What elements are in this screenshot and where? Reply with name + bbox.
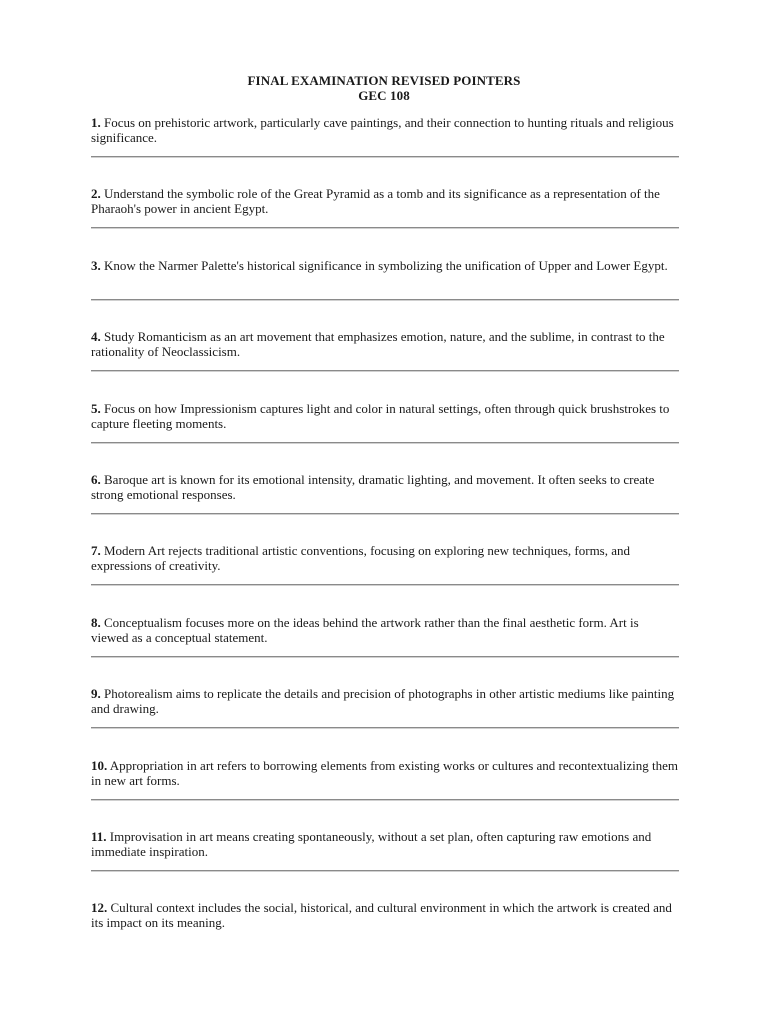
pointer-item xyxy=(91,900,679,971)
pointer-number: 10. xyxy=(91,757,108,773)
pointer-text xyxy=(91,829,679,859)
pointer-number: 8. xyxy=(91,614,101,630)
pointer-item xyxy=(91,329,679,400)
pointer-number: 12. xyxy=(91,900,108,916)
pointer-item xyxy=(91,472,679,543)
answer-line xyxy=(91,370,679,372)
pointer-body: Baroque art is known for its emotional intensity, dramatic lighting, and movement. It often seeks to create strong emotional responses. xyxy=(91,471,655,502)
pointer-text xyxy=(91,900,679,930)
pointer-number: 11. xyxy=(91,828,107,844)
pointer-body: Cultural context includes the social, historical, and cultural environment in which the artwork is created and its impact on its meaning. xyxy=(91,900,672,931)
pointer-body: Improvisation in art means creating spontaneously, without a set plan, often capturing raw emotions and immediate inspiration. xyxy=(91,828,652,859)
pointer-number: 6. xyxy=(91,471,101,487)
pointer-body: Focus on how Impressionism captures light and color in natural settings, often through quick brushstrokes to capture fleeting moments. xyxy=(91,400,670,431)
pointer-body: Understand the symbolic role of the Great Pyramid as a tomb and its significance as a representation of the Pharaoh's power in ancient Egypt. xyxy=(91,186,660,217)
answer-line xyxy=(91,656,679,658)
pointer-body: Know the Narmer Palette's historical significance in symbolizing the unification of Upper and Lower Egypt. xyxy=(100,257,668,273)
pointer-number: 2. xyxy=(91,186,101,202)
pointer-number: 7. xyxy=(91,543,101,559)
pointer-number: 9. xyxy=(91,686,101,702)
pointer-text xyxy=(91,758,679,788)
pointer-item xyxy=(91,543,679,614)
pointer-body: Study Romanticism as an art movement that emphasizes emotion, nature, and the sublime, in contrast to the rationality of Neoclassicism. xyxy=(91,329,665,360)
pointer-text xyxy=(91,543,679,573)
answer-line xyxy=(91,799,679,801)
pointer-item xyxy=(91,186,679,257)
answer-line xyxy=(91,156,679,158)
pointer-item xyxy=(91,829,679,900)
pointer-text xyxy=(91,472,679,502)
pointer-body: Focus on prehistoric artwork, particularly cave paintings, and their connection to hunting rituals and religious significance. xyxy=(91,115,674,145)
pointer-item xyxy=(91,115,679,186)
document-header xyxy=(0,73,768,103)
pointer-number: 5. xyxy=(91,400,101,416)
answer-line xyxy=(91,727,679,729)
pointer-text xyxy=(91,615,679,645)
pointer-number: 4. xyxy=(91,329,101,345)
pointer-text xyxy=(91,401,679,431)
answer-line xyxy=(91,513,679,515)
answer-line xyxy=(91,584,679,586)
pointer-number: 3. xyxy=(91,257,101,273)
answer-line xyxy=(91,442,679,444)
pointer-text xyxy=(91,115,679,145)
answer-line xyxy=(91,299,679,301)
pointer-text xyxy=(91,186,679,216)
pointer-item xyxy=(91,401,679,472)
pointer-body: Appropriation in art refers to borrowing elements from existing works or cultures and recontextualizing them in new art forms. xyxy=(91,757,679,788)
pointer-text xyxy=(91,258,679,273)
pointer-body: Conceptualism focuses more on the ideas behind the artwork rather than the final aesthetic form. Art is viewed as a conceptual statement. xyxy=(91,614,639,645)
pointer-item xyxy=(91,758,679,829)
pointer-text xyxy=(91,686,679,716)
course-code: GEC 108 xyxy=(358,88,410,103)
pointer-item xyxy=(91,686,679,757)
pointer-list xyxy=(91,115,679,972)
pointer-text xyxy=(91,329,679,359)
answer-line xyxy=(91,870,679,872)
pointer-body: Photorealism aims to replicate the details and precision of photographs in other artistic mediums like painting and drawing. xyxy=(91,686,675,717)
pointer-item xyxy=(91,258,679,329)
pointer-number: 1. xyxy=(91,115,101,130)
answer-line xyxy=(91,227,679,229)
pointer-body: Modern Art rejects traditional artistic conventions, focusing on exploring new techniques, forms, and expressions of creativity. xyxy=(91,543,631,574)
pointer-item xyxy=(91,615,679,686)
document-title: FINAL EXAMINATION REVISED POINTERS xyxy=(247,73,521,88)
